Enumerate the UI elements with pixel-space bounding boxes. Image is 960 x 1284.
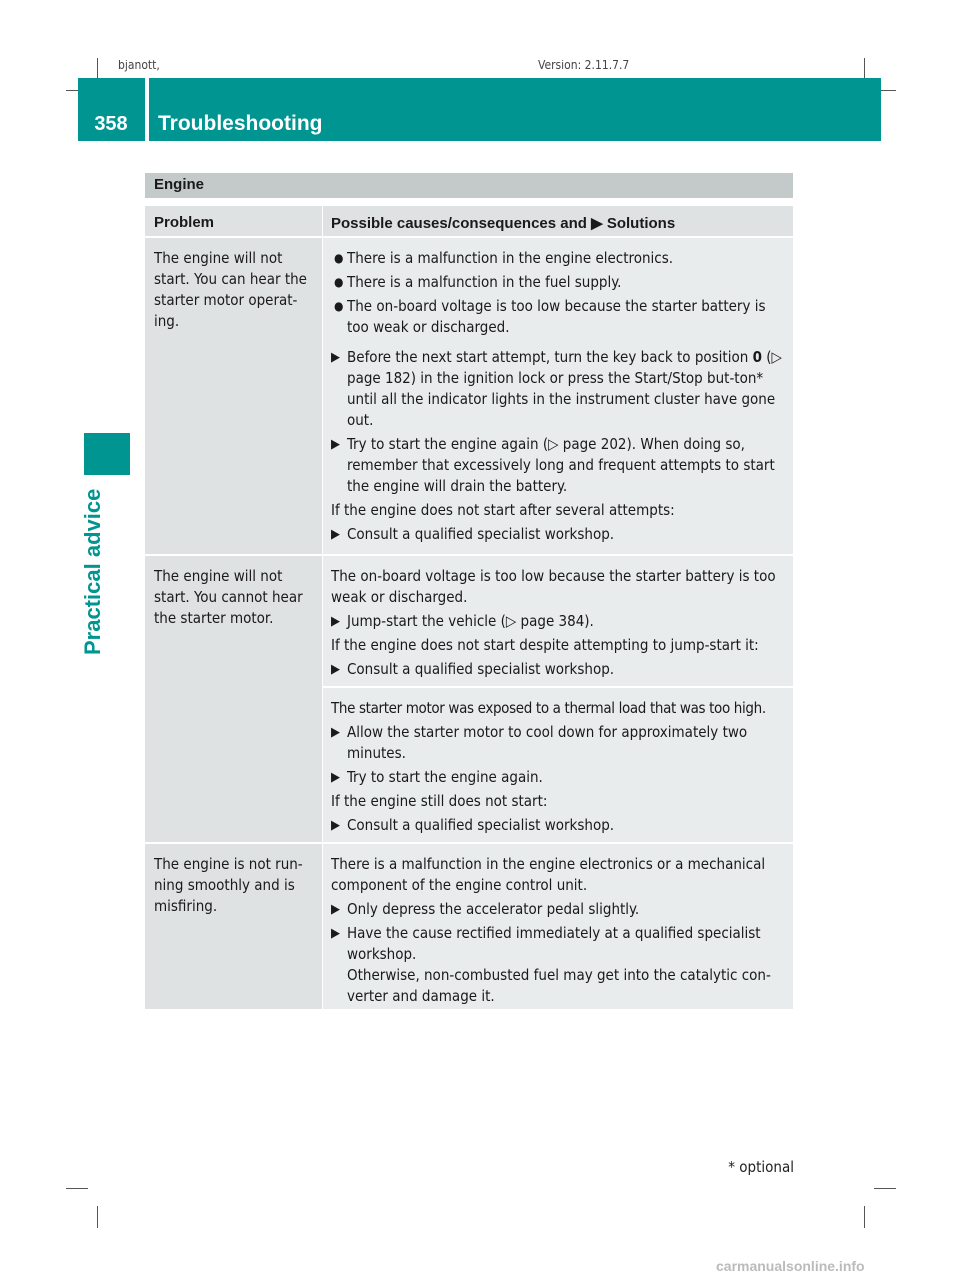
footnote-optional: * optional [728,1158,794,1176]
page-title: Troubleshooting [158,112,323,135]
crop-mark [864,1206,865,1228]
bullet-icon: ● [334,275,344,289]
crop-mark [66,1188,88,1189]
list-item [331,767,789,788]
arrow-icon: ▶ [591,215,603,232]
step-text: Consult a qualified specialist workshop. [347,660,615,678]
step-text: Only depress the accelerator pedal slightly. [347,900,640,918]
crop-mark [874,1188,896,1189]
cause-text: There is a malfunction in the fuel supply. [347,273,622,291]
column-header-text: Solutions [606,215,676,232]
list-item [331,923,789,1007]
bullet-icon: ● [334,299,344,313]
section-label: Practical advice [80,488,105,655]
list-item [331,524,789,545]
arrow-icon: ▶ [331,770,340,785]
arrow-icon: ▶ [331,350,340,365]
list-item [331,248,789,269]
step-text: Try to start the engine again. [347,768,543,786]
list-item [331,899,789,920]
list-item [331,434,789,497]
step-text: Jump-start the vehicle (▷ page 384). [347,612,594,630]
list-item [331,815,789,836]
print-meta-version: Version: 2.11.7.7 [538,60,630,72]
watermark: carmanualsonline.info [716,1258,865,1274]
problem-text: The engine will not start. You can hear the starter motor operat-ing. [154,249,307,330]
cause-text: The on-board voltage is too low because the starter battery is too weak or discharged. [331,567,776,606]
crop-mark [864,58,865,80]
table-row-problem [145,238,322,554]
note-text: If the engine still does not start: [331,792,548,810]
list-item [331,296,789,338]
step-text: (▷ page 182) in the ignition lock or press the Start/Stop but-ton* until all the indicator lights in the instrument cluster have gone out. [347,348,782,429]
section-tab [84,433,130,475]
cause-text: There is a malfunction in the engine electronics. [347,249,674,267]
arrow-icon: ▶ [331,902,340,917]
table-row-problem [145,844,322,1009]
table-row-solution [323,556,793,686]
column-header-solutions [323,206,793,236]
list-item [331,347,789,431]
step-text: Consult a qualified specialist workshop. [347,816,615,834]
arrow-icon: ▶ [331,527,340,542]
table-row-solution [323,844,793,1009]
table-section-title: Engine [145,173,793,198]
step-text: Allow the starter motor to cool down for approximately two minutes. [347,723,748,762]
table-row-solution [323,238,793,554]
list-item [331,722,789,764]
table-row-solution [323,688,793,842]
header-divider [145,78,149,141]
list-item [331,659,789,680]
table-row-problem [145,556,322,842]
arrow-icon: ▶ [331,437,340,452]
list-item [331,611,789,632]
column-header-text: Possible causes/consequences and [331,215,587,232]
arrow-icon: ▶ [331,926,340,941]
arrow-icon: ▶ [331,614,340,629]
note-text: If the engine does not start despite attempting to jump-start it: [331,636,759,654]
page-number: 358 [94,113,128,135]
bullet-icon: ● [334,251,344,265]
problem-text: The engine will not start. You cannot hear the starter motor. [154,567,303,627]
print-meta-author: bjanott, [118,60,160,72]
step-text: Consult a qualified specialist workshop. [347,525,615,543]
crop-mark [97,58,98,80]
step-text: Before the next start attempt, turn the key back to position [347,348,749,366]
cause-text: The starter motor was exposed to a thermal load that was too high. [331,699,766,717]
step-note-text: Otherwise, non-combusted fuel may get into the catalytic con-verter and damage it. [347,966,771,1005]
crop-mark [97,1206,98,1228]
step-text: Have the cause rectified immediately at a qualified specialist workshop. [347,924,761,963]
arrow-icon: ▶ [331,818,340,833]
list-item [331,272,789,293]
key-position: 0 [752,348,762,366]
problem-text: The engine is not run-ning smoothly and is misfiring. [154,855,303,915]
step-text: Try to start the engine again (▷ page 202). When doing so, remember that excessively long and frequent attempts to start the engine will drain the battery. [347,435,775,495]
column-header-problem [145,206,322,236]
note-text: If the engine does not start after several attempts: [331,501,675,519]
cause-text: There is a malfunction in the engine electronics or a mechanical component of the engine control unit. [331,855,766,894]
column-header-text: Problem [154,214,215,231]
arrow-icon: ▶ [331,662,340,677]
arrow-icon: ▶ [331,725,340,740]
cause-text: The on-board voltage is too low because the starter battery is too weak or discharged. [347,297,766,336]
